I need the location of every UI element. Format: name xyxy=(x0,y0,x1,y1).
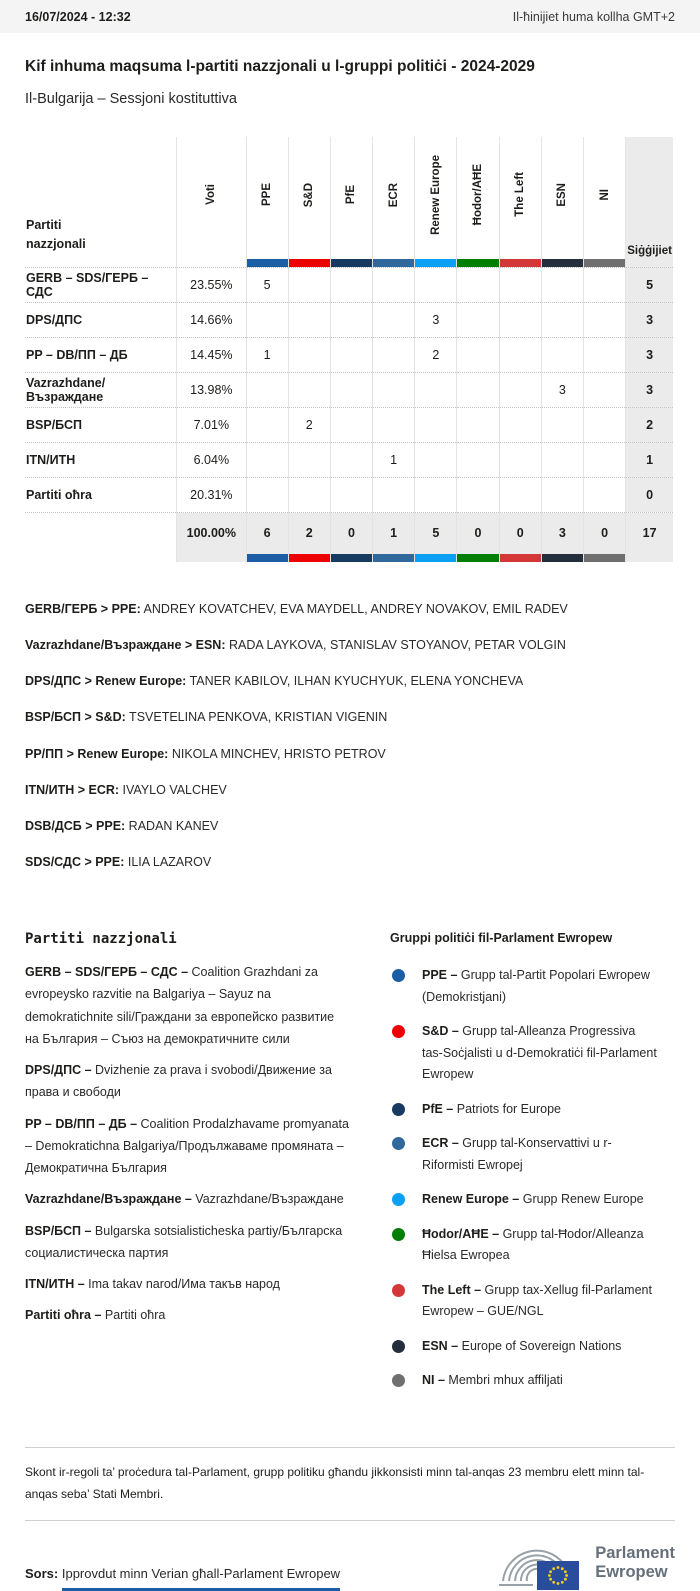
group-cell xyxy=(541,302,583,337)
table-row xyxy=(25,477,673,512)
delegation-label: DPS/ДПС > Renew Europe: xyxy=(25,674,187,689)
top-bar xyxy=(0,0,700,33)
source-line xyxy=(25,1544,340,1581)
group-colorbar xyxy=(584,259,625,267)
total-group-cell: 0 xyxy=(584,512,626,562)
seats-cell: 3 xyxy=(626,302,673,337)
group-colorbar xyxy=(415,554,456,562)
delegation-names: RADA LAYKOVA, STANISLAV STOYANOV, PETAR VOLGIN xyxy=(225,638,566,653)
party-name: PP – DB/ПП – ДБ xyxy=(25,337,177,372)
group-colorbar xyxy=(373,554,414,562)
col-header-group-pfe: PfE xyxy=(330,137,372,267)
group-color-dot xyxy=(392,1374,405,1387)
votes-cell: 23.55% xyxy=(177,267,246,302)
group-color-dot xyxy=(392,1284,405,1297)
group-cell xyxy=(288,372,330,407)
group-cell xyxy=(499,372,541,407)
group-cell xyxy=(541,442,583,477)
source-row xyxy=(25,1535,675,1591)
group-legend-item: Ħodor/AĦE – Grupp tal-Ħodor/Alleanza Ħielsa Ewropea xyxy=(390,1224,658,1267)
group-colorbar xyxy=(457,554,498,562)
group-colorbar xyxy=(500,554,541,562)
group-cell xyxy=(499,337,541,372)
party-description: Partiti oħra – Partiti oħra xyxy=(25,1308,166,1323)
group-colorbar xyxy=(289,554,330,562)
table-row xyxy=(25,267,673,302)
group-colorbar xyxy=(457,259,498,267)
party-description: GERB – SDS/ГЕРБ – СДС – Coalition Grazhdani za evropeysko razvitie na Balgariya – Sayuz na demokratichnite sili/Граждани за европейско развитие на България – Съюз на демократичните сили xyxy=(25,965,335,1046)
party-description: DPS/ДПС – Dvizhenie za prava i svobodi/Движение за права и свободи xyxy=(25,1063,332,1100)
col-header-group-left: The Left xyxy=(499,137,541,267)
delegation-line xyxy=(25,817,675,835)
national-parties-heading: Partiti nazzjonali xyxy=(25,931,177,947)
group-cell xyxy=(288,477,330,512)
group-cell xyxy=(457,337,499,372)
group-cell xyxy=(457,267,499,302)
group-cell: 1 xyxy=(373,442,415,477)
group-colorbar xyxy=(247,554,288,562)
group-color-dot xyxy=(392,1193,405,1206)
total-group-cell: 5 xyxy=(415,512,457,562)
total-votes-cell: 100.00% xyxy=(177,512,246,562)
group-colorbar xyxy=(289,259,330,267)
col-header-group-esn: ESN xyxy=(541,137,583,267)
delegation-names: RADAN KANEV xyxy=(125,818,219,833)
group-legend-item: S&D – Grupp tal-Alleanza Progressiva tas-Soċjalisti u d-Demokratiċi fil-Parlament Ewropew xyxy=(390,1021,658,1086)
rules-footnote: Skont ir-regoli ta’ proċedura tal-Parlament, grupp politiku għandu jikkonsisti minn tal-anqas 23 membru elett minn tal-anqas seba’ Stati Membri. xyxy=(25,1447,675,1521)
group-color-dot xyxy=(392,1103,405,1116)
group-legend-item: Renew Europe – Grupp Renew Europe xyxy=(390,1189,658,1211)
group-color-dot xyxy=(392,1340,405,1353)
party-name: GERB – SDS/ГЕРБ – СДС xyxy=(25,267,177,302)
group-cell xyxy=(415,407,457,442)
source-label: Sors: xyxy=(25,1566,59,1582)
delegation-line xyxy=(25,781,675,799)
european-parliament-logo xyxy=(495,1535,675,1591)
group-legend-item: The Left – Grupp tax-Xellug fil-Parlament Ewropew – GUE/NGL xyxy=(390,1280,658,1323)
group-cell xyxy=(330,302,372,337)
votes-cell: 14.66% xyxy=(177,302,246,337)
group-cell xyxy=(373,337,415,372)
group-cell xyxy=(373,372,415,407)
group-cell xyxy=(373,302,415,337)
party-description: Vazrazhdane/Възраждане – Vazrazhdane/Възраждане xyxy=(25,1192,344,1207)
group-cell xyxy=(457,302,499,337)
group-cell xyxy=(457,442,499,477)
col-header-group-renew: Renew Europe xyxy=(415,137,457,267)
votes-cell: 13.98% xyxy=(177,372,246,407)
seats-cell: 3 xyxy=(626,372,673,407)
delegation-line xyxy=(25,745,675,763)
delegation-names: ANDREY KOVATCHEV, EVA MAYDELL, ANDREY NOVAKOV, EMIL RADEV xyxy=(140,602,568,616)
group-cell xyxy=(246,302,288,337)
table-total-row xyxy=(25,512,673,562)
group-cell xyxy=(330,407,372,442)
source-link[interactable]: Ipprovdut minn Verian għall-Parlament Ewropew xyxy=(62,1566,340,1591)
party-name: BSP/БСП xyxy=(25,407,177,442)
votes-cell: 20.31% xyxy=(177,477,246,512)
legend-columns xyxy=(25,931,675,1405)
group-colorbar xyxy=(331,554,372,562)
political-groups-heading: Gruppi politiċi fil-Parlament Ewropew xyxy=(390,931,613,945)
col-header-party: Partiti nazzjonali xyxy=(26,217,86,252)
national-parties-column xyxy=(25,931,377,1405)
group-cell xyxy=(288,267,330,302)
seats-cell: 2 xyxy=(626,407,673,442)
col-header-group-ppe: PPE xyxy=(246,137,288,267)
group-cell xyxy=(415,477,457,512)
group-colorbar xyxy=(542,259,583,267)
logo-wordmark: Parlament Ewropew xyxy=(595,1543,675,1581)
timezone-note: Il-ħinijiet huma kollha GMT+2 xyxy=(512,9,675,24)
delegation-names: ILIA LAZAROV xyxy=(124,854,212,869)
group-cell xyxy=(330,337,372,372)
delegation-label: DSB/ДСБ > PPE: xyxy=(25,818,126,833)
group-colorbar xyxy=(331,259,372,267)
party-name: ITN/ИТН xyxy=(25,442,177,477)
political-groups-column xyxy=(390,931,658,1405)
total-group-cell: 3 xyxy=(541,512,583,562)
group-cell xyxy=(584,337,626,372)
seats-cell: 1 xyxy=(626,442,673,477)
group-legend-item: ECR – Grupp tal-Konservattivi u r-Riformisti Ewropej xyxy=(390,1133,658,1176)
col-header-group-sd: S&D xyxy=(288,137,330,267)
delegation-names: IVAYLO VALCHEV xyxy=(119,782,227,797)
group-cell xyxy=(330,442,372,477)
group-cell xyxy=(415,442,457,477)
group-cell xyxy=(457,407,499,442)
group-cell xyxy=(373,267,415,302)
group-cell xyxy=(415,267,457,302)
delegation-names: TANER KABILOV, ILHAN KYUCHYUK, ELENA YONCHEVA xyxy=(186,674,524,689)
delegations-list xyxy=(25,600,675,871)
table-header-row xyxy=(25,137,673,267)
group-cell: 2 xyxy=(288,407,330,442)
group-color-dot xyxy=(392,1137,405,1150)
seats-cell: 0 xyxy=(626,477,673,512)
group-colorbar xyxy=(542,554,583,562)
group-cell xyxy=(457,372,499,407)
party-description: PP – DB/ПП – ДБ – Coalition Prodalzhavame promyanata – Demokratichna Balgariya/Продължаваме промяната – Демократична България xyxy=(25,1116,349,1175)
seats-cell: 3 xyxy=(626,337,673,372)
delegation-label: Vazrazhdane/Възраждане > ESN: xyxy=(25,638,226,653)
group-cell xyxy=(457,477,499,512)
delegation-names: NIKOLA MINCHEV, HRISTO PETROV xyxy=(168,746,386,761)
group-cell: 3 xyxy=(541,372,583,407)
group-cell: 2 xyxy=(415,337,457,372)
group-colorbar xyxy=(415,259,456,267)
table-row xyxy=(25,442,673,477)
parliament-hemicycle-icon xyxy=(495,1535,585,1591)
col-header-group-ecr: ECR xyxy=(373,137,415,267)
group-cell xyxy=(330,372,372,407)
group-legend-item: PfE – Patriots for Europe xyxy=(390,1099,658,1121)
group-cell xyxy=(246,372,288,407)
group-color-dot xyxy=(392,1025,405,1038)
table-row xyxy=(25,407,673,442)
table-row xyxy=(25,337,673,372)
delegation-label: BSP/БСП > S&D: xyxy=(25,710,126,725)
table-row xyxy=(25,302,673,337)
delegation-names: TSVETELINA PENKOVA, KRISTIAN VIGENIN xyxy=(125,710,388,725)
total-group-cell: 1 xyxy=(373,512,415,562)
group-cell xyxy=(584,477,626,512)
col-header-group-ni: NI xyxy=(584,137,626,267)
delegation-line xyxy=(25,853,675,871)
delegation-label: SDS/СДС > PPE: xyxy=(25,854,125,869)
group-cell xyxy=(288,337,330,372)
table-row xyxy=(25,372,673,407)
party-name: DPS/ДПС xyxy=(25,302,177,337)
group-cell xyxy=(499,267,541,302)
delegation-line xyxy=(25,600,675,618)
datetime-label: 16/07/2024 - 12:32 xyxy=(25,9,131,24)
group-cell xyxy=(584,407,626,442)
group-cell xyxy=(584,372,626,407)
group-cell xyxy=(288,302,330,337)
group-cell xyxy=(499,442,541,477)
seats-table xyxy=(25,137,673,562)
page-subtitle: Il-Bulgarija – Sessjoni kostituttiva xyxy=(25,91,237,107)
group-cell xyxy=(246,442,288,477)
group-cell xyxy=(541,477,583,512)
total-seats-cell: 17 xyxy=(626,512,673,562)
votes-cell: 6.04% xyxy=(177,442,246,477)
group-cell xyxy=(499,302,541,337)
total-group-cell: 0 xyxy=(499,512,541,562)
group-cell xyxy=(415,372,457,407)
delegation-label: GERB/ГЕРБ > PPE: xyxy=(25,602,141,616)
group-cell xyxy=(330,477,372,512)
delegation-line xyxy=(25,708,675,726)
group-cell xyxy=(541,267,583,302)
seats-cell: 5 xyxy=(626,267,673,302)
group-cell xyxy=(330,267,372,302)
group-cell xyxy=(584,442,626,477)
group-colorbar xyxy=(500,259,541,267)
group-cell xyxy=(373,407,415,442)
group-cell xyxy=(541,337,583,372)
group-colorbar xyxy=(584,554,625,562)
group-cell: 1 xyxy=(246,337,288,372)
votes-cell: 14.45% xyxy=(177,337,246,372)
main-content xyxy=(0,58,700,1591)
total-blank-cell xyxy=(25,512,177,562)
group-colorbar xyxy=(247,259,288,267)
group-cell xyxy=(541,407,583,442)
total-group-cell: 0 xyxy=(330,512,372,562)
col-header-votes: Voti xyxy=(177,137,246,267)
group-legend-item: NI – Membri mhux affiljati xyxy=(390,1370,658,1392)
col-header-seats: Siġġijiet xyxy=(626,137,673,267)
page-title: Kif inhuma maqsuma l-partiti nazzjonali u l-gruppi politiċi - 2024-2029 xyxy=(25,58,535,75)
group-color-dot xyxy=(392,969,405,982)
group-cell xyxy=(499,477,541,512)
votes-cell: 7.01% xyxy=(177,407,246,442)
group-cell xyxy=(246,407,288,442)
group-cell: 5 xyxy=(246,267,288,302)
group-legend-item: ESN – Europe of Sovereign Nations xyxy=(390,1336,658,1358)
group-cell xyxy=(584,267,626,302)
delegation-label: PP/ПП > Renew Europe: xyxy=(25,746,169,761)
total-group-cell: 0 xyxy=(457,512,499,562)
total-group-cell: 6 xyxy=(246,512,288,562)
group-cell xyxy=(373,477,415,512)
total-group-cell: 2 xyxy=(288,512,330,562)
group-cell xyxy=(288,442,330,477)
group-cell: 3 xyxy=(415,302,457,337)
delegation-line xyxy=(25,672,675,690)
col-header-group-greens: Ħodor/AĦE xyxy=(457,137,499,267)
group-cell xyxy=(584,302,626,337)
party-name: Vazrazhdane/Възраждане xyxy=(25,372,177,407)
group-cell xyxy=(246,477,288,512)
delegation-line xyxy=(25,636,675,654)
group-colorbar xyxy=(373,259,414,267)
delegation-label: ITN/ИТН > ECR: xyxy=(25,782,120,797)
group-color-dot xyxy=(392,1228,405,1241)
party-description: ITN/ИТН – Ima takav narod/Има такъв народ xyxy=(25,1277,280,1291)
group-cell xyxy=(499,407,541,442)
party-description: BSP/БСП – Bulgarska sotsialisticheska partiy/Българска социалистическа партия xyxy=(25,1223,343,1260)
group-legend-item: PPE – Grupp tal-Partit Popolari Ewropew (Demokristjani) xyxy=(390,965,658,1008)
party-name: Partiti oħra xyxy=(25,477,177,512)
